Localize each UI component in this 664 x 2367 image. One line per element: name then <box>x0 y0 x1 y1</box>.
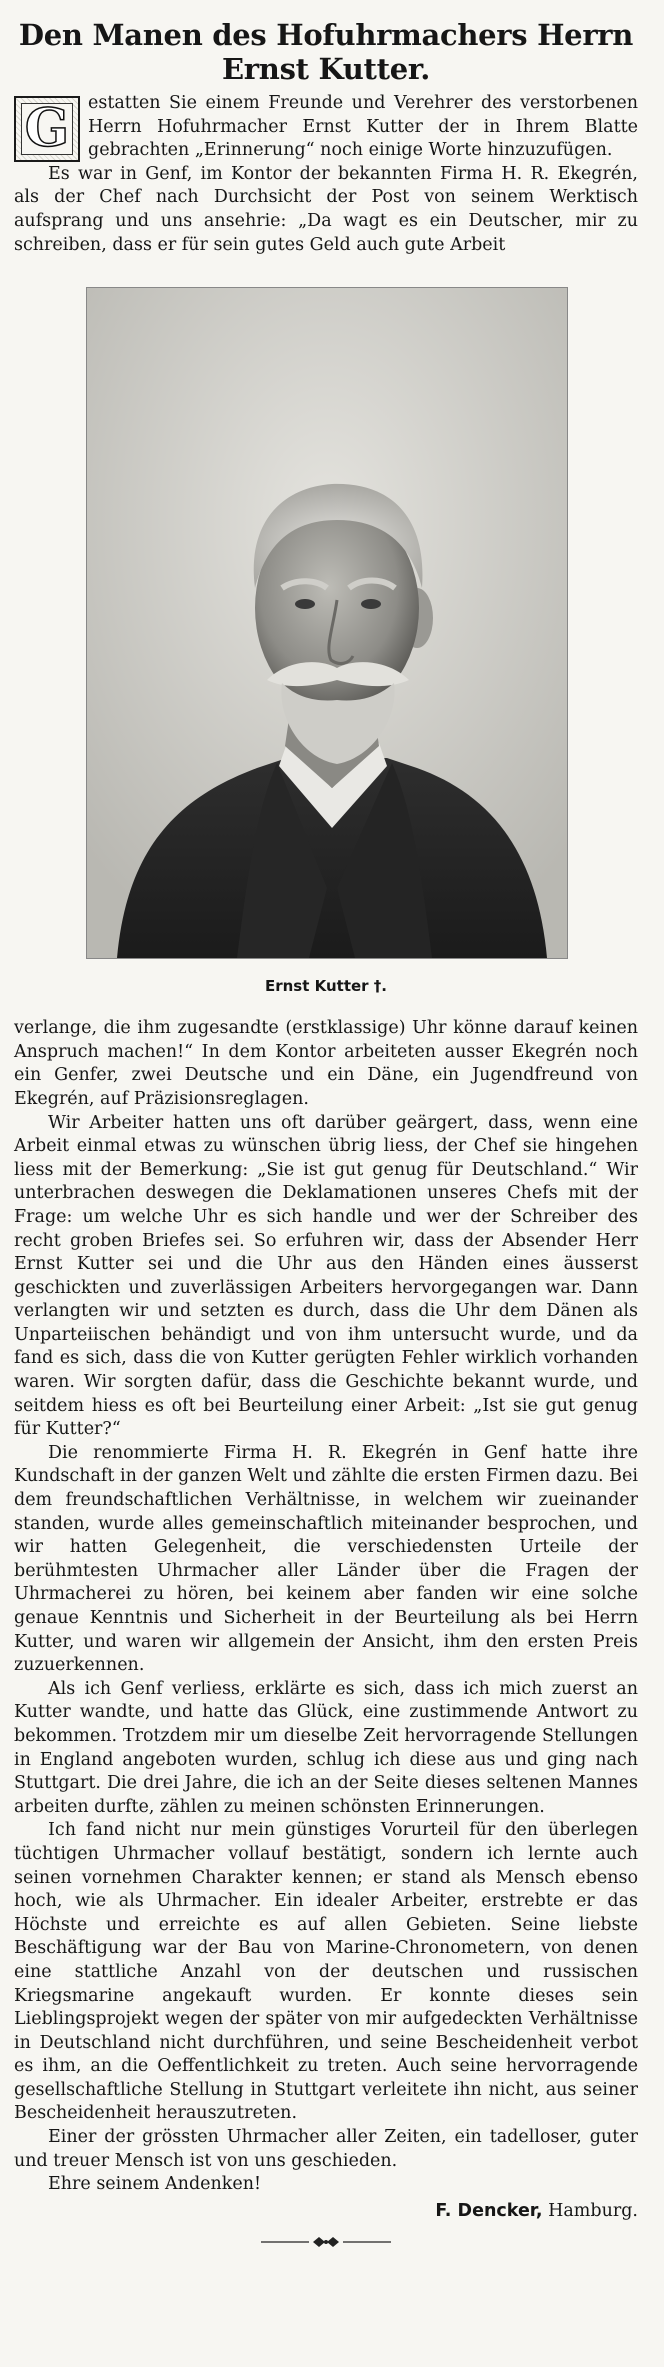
opening-paragraph <box>14 92 638 163</box>
article-title <box>14 18 638 86</box>
opening-text: estatten Sie einem Freunde und Verehrer des verstorbenen Herrn Hofuhrmacher Ernst Kutter der in Ihrem Blatte gebrachten „Erinnerung“ noch einige Worte hinzuzufügen. <box>88 93 638 161</box>
signature-place: Hamburg. <box>548 2200 638 2221</box>
closing-ornament <box>261 2233 391 2252</box>
title-line-2: Ernst Kutter. <box>222 52 430 86</box>
paragraph-1: Es war in Genf, im Kontor der bekannten Firma H. R. Ekegrén, als der Chef nach Durchsicht der Post von seinem Werktisch aufsprang und uns ansehrie: „Da wagt es ein Deutscher, mir zu schreiben, dass er für sein gutes Geld auch gute Arbeit <box>14 163 638 255</box>
paragraph-2: Wir Arbeiter hatten uns oft darüber geärgert, dass, wenn eine Arbeit einmal etwas zu wünschen übrig liess, der Chef sie hingehen liess mit der Bemerkung: „Sie ist gut genug für Deutschland.“ Wir unterbrachen deswegen die Deklamationen unseres Chefs mit der Frage: um welche Uhr es sich handle und wer der Schreiber des recht groben Briefes sei. So erfuhren wir, dass der Absender Herr Ernst Kutter sei und die Uhr aus den Händen eines äusserst geschickten und zuverlässigen Arbeiters hervorgegangen war. Dann verlangten wir und setzten es durch, dass die Uhr dem Dänen als Unparteiischen behändigt und von ihm untersucht wurde, und da fand es sich, dass die von Kutter gerügten Fehler wirklich vorhanden waren. Wir sorgten dafür, dass die Geschichte bekannt wurde, und seitdem hiess es oft bei Beurteilung einer Arbeit: „Ist sie gut genug für Kutter?“ <box>14 1112 638 1440</box>
paragraph-4: Als ich Genf verliess, erklärte es sich, dass ich mich zuerst an Kutter wandte, und hatte das Glück, eine zustimmende Antwort zu bekommen. Trotzdem mir um dieselbe Zeit hervorragende Stellungen in England angeboten wurden, schlug ich diese aus und ging nach Stuttgart. Die drei Jahre, die ich an der Seite dieses seltenen Mannes arbeiten durfte, zählen zu meinen schönsten Erinnerungen. <box>14 1678 638 1817</box>
title-line-1: Den Manen des Hofuhrmachers Herrn <box>18 18 634 52</box>
paragraph-5: Ich fand nicht nur mein günstiges Vorurteil für den überlegen tüchtigen Uhrmacher vollauf bestätigt, sondern ich lernte auch seinen vornehmen Charakter kennen; er stand als Mensch ebenso hoch, wie als Uhrmacher. Ein idealer Arbeiter, erstrebte er das Höchste und erreichte es auf allen Gebieten. Seine liebste Beschäftigung war der Bau von Marine-Chronometern, von denen eine stattliche Anzahl von der deutschen und russischen Kriegsmarine angekauft wurden. Er konnte dieses sein Lieblingsprojekt wegen der später von mir aufgedeckten Verhältnisse in Deutschland nicht durchführen, und seine Bescheidenheit verbot es ihm, an die Oeffentlichkeit zu treten. Auch seine hervorragende gesellschaftliche Stellung in Stuttgart verleitete ihn nicht, aus seiner Bescheidenheit herauszutreten. <box>14 1820 638 2124</box>
portrait-caption: Ernst Kutter †. <box>264 977 387 996</box>
portrait-illustration <box>87 288 567 958</box>
portrait-photo <box>86 287 568 959</box>
paragraph-3: Die renommierte Firma H. R. Ekegrén in Genf hatte ihre Kundschaft in der ganzen Welt und zählte die ersten Firmen dazu. Bei dem freundschaftlichen Verhältnisse, in welchem wir zueinander standen, wurde alles gemeinschaftlich miteinander besprochen, und wir hatten Gelegenheit, die verschiedensten Urteile der berühmtesten Uhrmacher aller Länder über die Fragen der Uhrmacherei zu hören, bei keinem aber fanden wir eine solche genaue Kenntnis und Sicherheit in der Beurteilung als bei Herrn Kutter, und waren wir allgemein der Ansicht, ihm den ersten Preis zuzuerkennen. <box>14 1442 638 1676</box>
paragraph-7: Ehre seinem Andenken! <box>48 2174 262 2195</box>
ornamental-dropcap <box>14 96 80 162</box>
paragraph-1-continued: verlange, die ihm zugesandte (erstklassige) Uhr könne darauf keinen Anspruch machen!“ In dem Kontor arbeiteten ausser Ekegrén noch ein Genfer, zwei Deutsche und ein Däne, ein Jugendfreund von Ekegrén, auf Präzisionsreglagen. <box>14 1018 638 1109</box>
paragraph-6: Einer der grössten Uhrmacher aller Zeiten, ein tadelloser, guter und treuer Mensch ist von uns geschieden. <box>14 2127 638 2171</box>
signature <box>14 2199 638 2223</box>
portrait-figure <box>86 287 566 995</box>
ornament-divider-icon <box>261 2236 391 2248</box>
signature-name: F. Dencker, <box>435 2200 543 2221</box>
dropcap-letter: G <box>24 98 70 159</box>
